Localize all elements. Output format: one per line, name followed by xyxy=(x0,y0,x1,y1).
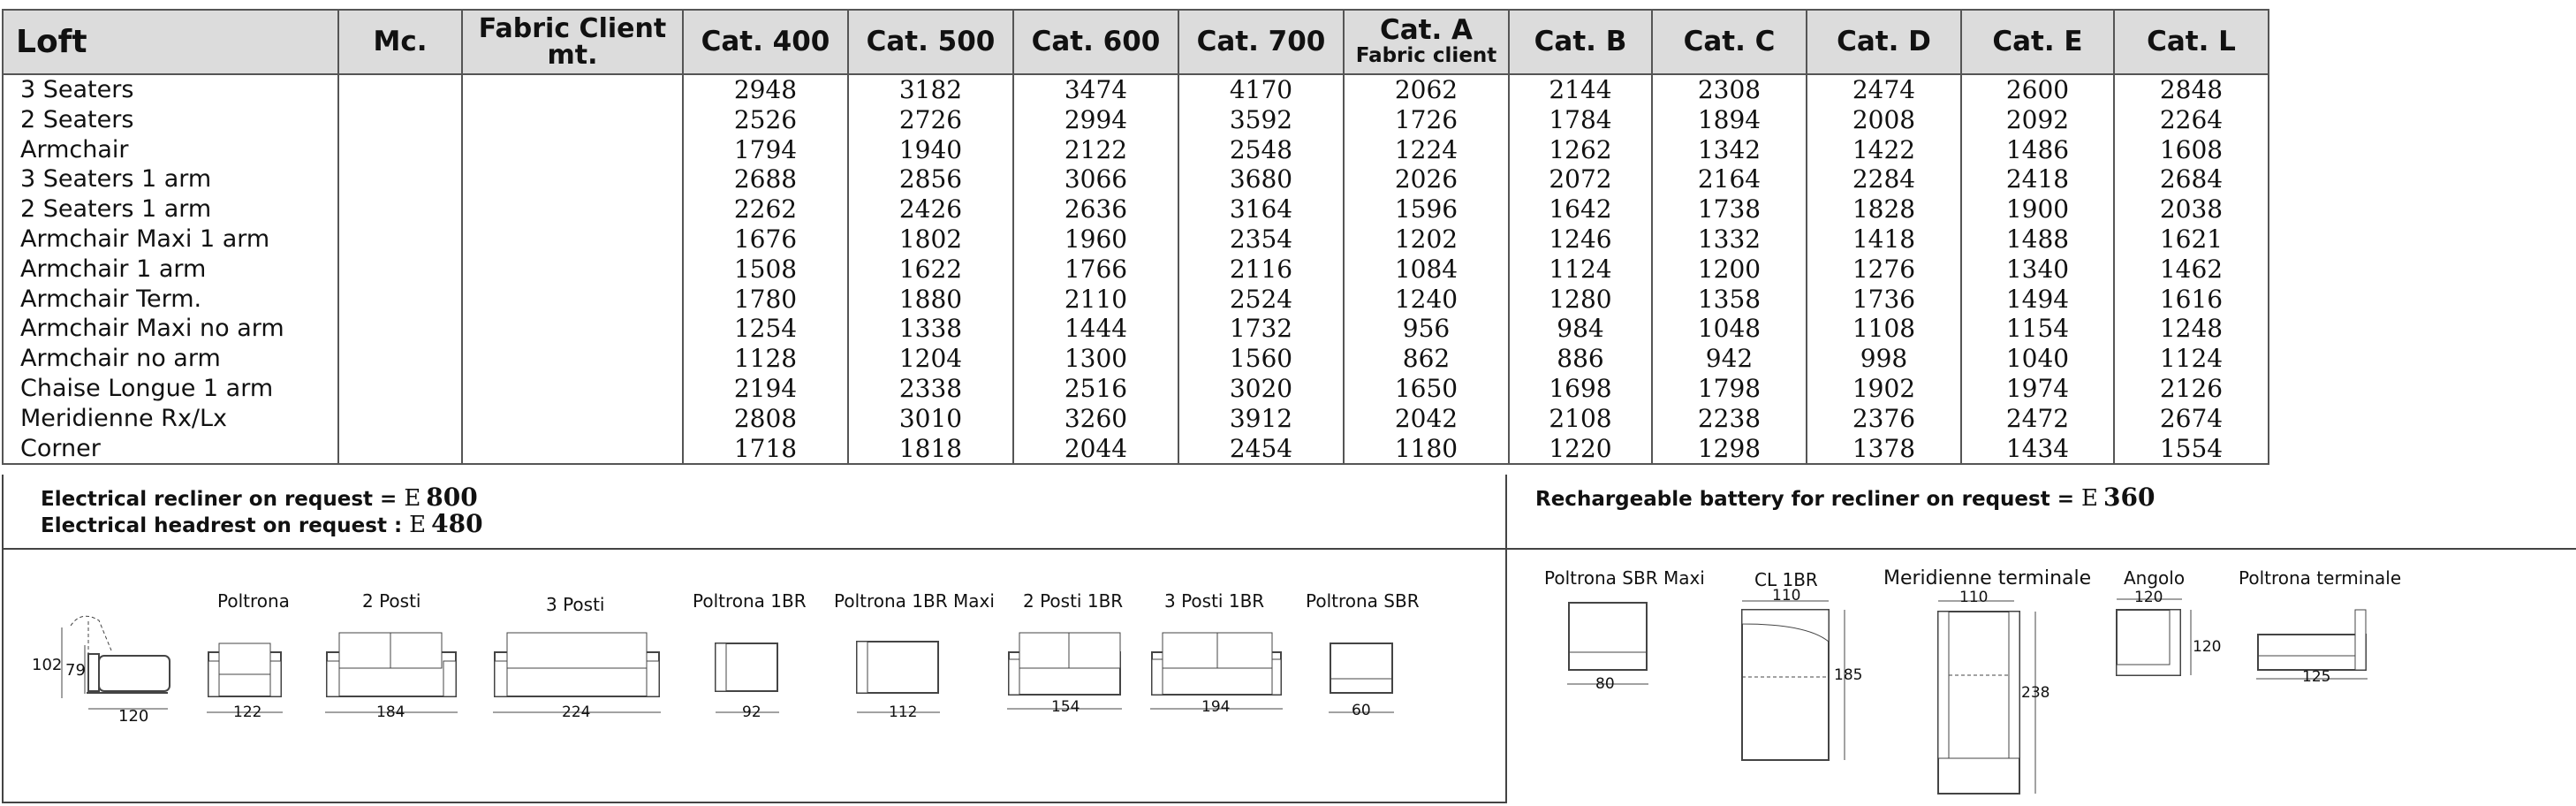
price-cell: 2426 xyxy=(848,194,1013,224)
table-row xyxy=(3,164,2269,194)
price-cell: 2072 xyxy=(1509,164,1652,194)
row-model-name: 3 Seaters xyxy=(3,74,338,105)
fabric-client-cell xyxy=(462,374,683,404)
price-cell: 1108 xyxy=(1807,314,1961,344)
price-cell: 1276 xyxy=(1807,255,1961,285)
price-cell: 1621 xyxy=(2114,224,2269,255)
price-cell: 2548 xyxy=(1178,135,1344,165)
cl-1br-label: CL 1BR xyxy=(1754,569,1818,590)
header-cat-d: Cat. D xyxy=(1807,10,1961,74)
mc-cell xyxy=(338,224,462,255)
price-cell: 2042 xyxy=(1344,404,1509,434)
fabric-client-cell xyxy=(462,164,683,194)
price-cell: 1340 xyxy=(1961,255,2114,285)
header-cat-500: Cat. 500 xyxy=(848,10,1013,74)
headrest-note xyxy=(41,509,483,538)
mc-cell xyxy=(338,404,462,434)
table-row xyxy=(3,105,2269,135)
table-row xyxy=(3,374,2269,404)
price-cell: 942 xyxy=(1652,344,1807,374)
fabric-client-cell xyxy=(462,404,683,434)
price-cell: 3182 xyxy=(848,74,1013,105)
price-cell: 1200 xyxy=(1652,255,1807,285)
price-cell: 1488 xyxy=(1961,224,2114,255)
price-cell: 1880 xyxy=(848,285,1013,315)
price-cell: 1784 xyxy=(1509,105,1652,135)
recliner-price: 800 xyxy=(426,483,478,512)
price-cell: 2472 xyxy=(1961,404,2114,434)
poltrona-1br-drawing xyxy=(693,617,790,732)
price-cell: 1622 xyxy=(848,255,1013,285)
price-cell: 1798 xyxy=(1652,374,1807,404)
price-cell: 1780 xyxy=(683,285,848,315)
price-cell: 2994 xyxy=(1013,105,1178,135)
price-cell: 2848 xyxy=(2114,74,2269,105)
table-body xyxy=(3,74,2269,464)
price-cell: 1444 xyxy=(1013,314,1178,344)
price-cell: 984 xyxy=(1509,314,1652,344)
price-cell: 3010 xyxy=(848,404,1013,434)
price-cell: 1298 xyxy=(1652,434,1807,465)
poltrona-1br-width: 92 xyxy=(742,703,761,721)
side-seat-height-dim: 79 xyxy=(65,661,86,680)
header-model: Loft xyxy=(3,10,338,74)
price-cell: 2526 xyxy=(683,105,848,135)
price-cell: 1676 xyxy=(683,224,848,255)
price-cell: 1698 xyxy=(1509,374,1652,404)
price-cell: 1462 xyxy=(2114,255,2269,285)
poltrona-sbr-maxi-width: 80 xyxy=(1595,675,1615,693)
price-cell: 1342 xyxy=(1652,135,1807,165)
header-cat-a-sub: Fabric client xyxy=(1355,44,1497,67)
poltrona-label: Poltrona xyxy=(217,590,290,612)
price-cell: 1202 xyxy=(1344,224,1509,255)
mc-cell xyxy=(338,374,462,404)
price-cell: 1358 xyxy=(1652,285,1807,315)
table-row xyxy=(3,74,2269,105)
recliner-currency: E xyxy=(404,485,421,512)
due-posti-label: 2 Posti xyxy=(362,590,421,612)
headrest-note-text: Electrical headrest on request : xyxy=(41,514,403,537)
mc-cell xyxy=(338,344,462,374)
mc-cell xyxy=(338,314,462,344)
price-cell: 1974 xyxy=(1961,374,2114,404)
row-model-name: Armchair Term. xyxy=(3,285,338,315)
price-cell: 2684 xyxy=(2114,164,2269,194)
price-cell: 998 xyxy=(1807,344,1961,374)
price-cell: 1240 xyxy=(1344,285,1509,315)
fabric-client-cell xyxy=(462,74,683,105)
price-cell: 2062 xyxy=(1344,74,1509,105)
tre-posti-width: 224 xyxy=(562,703,591,721)
price-cell: 1124 xyxy=(1509,255,1652,285)
price-cell: 3260 xyxy=(1013,404,1178,434)
header-cat-c: Cat. C xyxy=(1652,10,1807,74)
header-mc: Mc. xyxy=(338,10,462,74)
angolo-label: Angolo xyxy=(2124,567,2186,589)
price-cell: 2688 xyxy=(683,164,848,194)
row-model-name: Armchair xyxy=(3,135,338,165)
header-cat-e: Cat. E xyxy=(1961,10,2114,74)
recliner-note-text: Electrical recliner on request = xyxy=(41,488,398,511)
price-cell: 1418 xyxy=(1807,224,1961,255)
price-cell: 1718 xyxy=(683,434,848,465)
side-height-dim: 102 xyxy=(32,656,63,674)
price-cell: 1650 xyxy=(1344,374,1509,404)
price-cell: 2164 xyxy=(1652,164,1807,194)
poltrona-terminale-width: 125 xyxy=(2302,668,2331,686)
price-cell: 886 xyxy=(1509,344,1652,374)
header-cat-b: Cat. B xyxy=(1509,10,1652,74)
price-cell: 2008 xyxy=(1807,105,1961,135)
price-cell: 2516 xyxy=(1013,374,1178,404)
poltrona-1br-label: Poltrona 1BR xyxy=(693,590,807,612)
price-cell: 1434 xyxy=(1961,434,2114,465)
tre-posti-1br-width: 194 xyxy=(1201,698,1231,716)
price-cell: 2238 xyxy=(1652,404,1807,434)
cl-1br-width: 110 xyxy=(1772,587,1801,604)
price-cell: 2264 xyxy=(2114,105,2269,135)
headrest-currency: E xyxy=(409,512,427,538)
price-cell: 1254 xyxy=(683,314,848,344)
price-cell: 1040 xyxy=(1961,344,2114,374)
price-cell: 2474 xyxy=(1807,74,1961,105)
price-cell: 1494 xyxy=(1961,285,2114,315)
fabric-client-cell xyxy=(462,105,683,135)
price-cell: 2308 xyxy=(1652,74,1807,105)
table-row xyxy=(3,135,2269,165)
poltrona-terminale-label: Poltrona terminale xyxy=(2239,567,2402,589)
battery-note-text: Rechargeable battery for recliner on request = xyxy=(1535,488,2074,511)
due-posti-1br-label: 2 Posti 1BR xyxy=(1023,590,1124,612)
price-cell: 1154 xyxy=(1961,314,2114,344)
row-model-name: Meridienne Rx/Lx xyxy=(3,404,338,434)
angolo-depth: 120 xyxy=(2193,638,2222,656)
price-cell: 1378 xyxy=(1807,434,1961,465)
price-cell: 2454 xyxy=(1178,434,1344,465)
price-cell: 1960 xyxy=(1013,224,1178,255)
price-cell: 1332 xyxy=(1652,224,1807,255)
price-cell: 3592 xyxy=(1178,105,1344,135)
table-row xyxy=(3,224,2269,255)
price-cell: 1818 xyxy=(848,434,1013,465)
meridienne-drawing xyxy=(1883,594,2025,806)
price-cell: 2144 xyxy=(1509,74,1652,105)
fabric-client-cell xyxy=(462,135,683,165)
price-cell: 2092 xyxy=(1961,105,2114,135)
price-cell: 1248 xyxy=(2114,314,2269,344)
recliner-note xyxy=(41,483,478,512)
mc-cell xyxy=(338,74,462,105)
fabric-client-cell xyxy=(462,344,683,374)
price-cell: 1736 xyxy=(1807,285,1961,315)
header-cat-700: Cat. 700 xyxy=(1178,10,1344,74)
notes-bottom-rule-left xyxy=(2,548,1507,550)
notes-bottom-rule-right xyxy=(1505,548,2576,550)
row-model-name: Armchair Maxi 1 arm xyxy=(3,224,338,255)
price-cell: 1422 xyxy=(1807,135,1961,165)
price-cell: 2044 xyxy=(1013,434,1178,465)
price-cell: 1300 xyxy=(1013,344,1178,374)
fabric-client-cell xyxy=(462,314,683,344)
price-cell: 2110 xyxy=(1013,285,1178,315)
price-cell: 1596 xyxy=(1344,194,1509,224)
row-model-name: Chaise Longue 1 arm xyxy=(3,374,338,404)
meridienne-label: Meridienne terminale xyxy=(1883,567,2092,589)
mc-cell xyxy=(338,135,462,165)
left-box-bottom xyxy=(2,802,1507,803)
row-model-name: Armchair no arm xyxy=(3,344,338,374)
price-cell: 1338 xyxy=(848,314,1013,344)
price-cell: 1616 xyxy=(2114,285,2269,315)
tre-posti-1br-label: 3 Posti 1BR xyxy=(1164,590,1265,612)
poltrona-sbr-width: 60 xyxy=(1352,702,1371,719)
price-cell: 3474 xyxy=(1013,74,1178,105)
price-cell: 2726 xyxy=(848,105,1013,135)
price-cell: 2524 xyxy=(1178,285,1344,315)
fabric-client-cell xyxy=(462,224,683,255)
price-cell: 1508 xyxy=(683,255,848,285)
table-row xyxy=(3,194,2269,224)
price-cell: 1766 xyxy=(1013,255,1178,285)
price-cell: 3020 xyxy=(1178,374,1344,404)
price-cell: 2026 xyxy=(1344,164,1509,194)
battery-note xyxy=(1535,483,2155,512)
mc-cell xyxy=(338,255,462,285)
price-cell: 2338 xyxy=(848,374,1013,404)
price-cell: 1802 xyxy=(848,224,1013,255)
fabric-client-cell xyxy=(462,285,683,315)
price-cell: 4170 xyxy=(1178,74,1344,105)
price-cell: 2948 xyxy=(683,74,848,105)
fabric-client-cell xyxy=(462,255,683,285)
header-cat-600: Cat. 600 xyxy=(1013,10,1178,74)
price-cell: 1738 xyxy=(1652,194,1807,224)
tre-posti-label: 3 Posti xyxy=(546,594,605,615)
due-posti-1br-width: 154 xyxy=(1051,698,1080,716)
table-row xyxy=(3,404,2269,434)
meridienne-depth: 238 xyxy=(2021,684,2050,702)
price-cell: 1246 xyxy=(1509,224,1652,255)
price-cell: 2038 xyxy=(2114,194,2269,224)
price-cell: 2194 xyxy=(683,374,848,404)
notes-divider-vertical xyxy=(1505,475,1507,803)
poltrona-sbr-maxi-label: Poltrona SBR Maxi xyxy=(1544,567,1705,589)
fabric-client-cell xyxy=(462,434,683,465)
table-row xyxy=(3,344,2269,374)
price-cell: 2418 xyxy=(1961,164,2114,194)
price-cell: 2262 xyxy=(683,194,848,224)
poltrona-1br-maxi-width: 112 xyxy=(889,703,918,721)
header-cat-l: Cat. L xyxy=(2114,10,2269,74)
price-cell: 1940 xyxy=(848,135,1013,165)
row-model-name: Armchair Maxi no arm xyxy=(3,314,338,344)
price-cell: 1048 xyxy=(1652,314,1807,344)
mc-cell xyxy=(338,194,462,224)
price-cell: 1902 xyxy=(1807,374,1961,404)
headrest-price: 480 xyxy=(431,509,483,538)
price-cell: 2376 xyxy=(1807,404,1961,434)
price-cell: 1828 xyxy=(1807,194,1961,224)
price-cell: 1486 xyxy=(1961,135,2114,165)
price-cell: 1262 xyxy=(1509,135,1652,165)
price-cell: 1220 xyxy=(1509,434,1652,465)
price-cell: 3680 xyxy=(1178,164,1344,194)
poltrona-sbr-label: Poltrona SBR xyxy=(1306,590,1420,612)
price-cell: 2856 xyxy=(848,164,1013,194)
table-header xyxy=(3,10,2269,74)
price-cell: 1124 xyxy=(2114,344,2269,374)
price-cell: 1204 xyxy=(848,344,1013,374)
poltrona-width: 122 xyxy=(233,703,262,721)
price-cell: 2122 xyxy=(1013,135,1178,165)
header-cat-400: Cat. 400 xyxy=(683,10,848,74)
table-row xyxy=(3,434,2269,465)
price-cell: 2674 xyxy=(2114,404,2269,434)
price-cell: 1900 xyxy=(1961,194,2114,224)
price-cell: 2126 xyxy=(2114,374,2269,404)
price-cell: 1180 xyxy=(1344,434,1509,465)
side-view-diagram xyxy=(27,610,186,728)
price-cell: 1794 xyxy=(683,135,848,165)
price-cell: 2636 xyxy=(1013,194,1178,224)
row-model-name: 2 Seaters 1 arm xyxy=(3,194,338,224)
price-cell: 1642 xyxy=(1509,194,1652,224)
battery-price: 360 xyxy=(2102,483,2156,512)
mc-cell xyxy=(338,164,462,194)
price-cell: 2108 xyxy=(1509,404,1652,434)
price-cell: 2808 xyxy=(683,404,848,434)
table-row xyxy=(3,285,2269,315)
price-cell: 2600 xyxy=(1961,74,2114,105)
price-table xyxy=(2,9,2269,465)
poltrona-1br-maxi-label: Poltrona 1BR Maxi xyxy=(834,590,995,612)
row-model-name: Armchair 1 arm xyxy=(3,255,338,285)
price-cell: 2284 xyxy=(1807,164,1961,194)
mc-cell xyxy=(338,285,462,315)
price-cell: 1554 xyxy=(2114,434,2269,465)
price-cell: 1732 xyxy=(1178,314,1344,344)
side-depth-dim: 120 xyxy=(118,707,149,726)
due-posti-width: 184 xyxy=(376,703,405,721)
price-cell: 3066 xyxy=(1013,164,1178,194)
fabric-client-cell xyxy=(462,194,683,224)
angolo-width: 120 xyxy=(2134,589,2163,606)
battery-currency: E xyxy=(2081,485,2098,512)
price-cell: 1280 xyxy=(1509,285,1652,315)
price-cell: 1894 xyxy=(1652,105,1807,135)
price-cell: 2116 xyxy=(1178,255,1344,285)
left-box-edge xyxy=(2,475,4,803)
row-model-name: 3 Seaters 1 arm xyxy=(3,164,338,194)
price-cell: 1224 xyxy=(1344,135,1509,165)
price-cell: 1726 xyxy=(1344,105,1509,135)
meridienne-width: 110 xyxy=(1959,589,1989,606)
price-cell: 956 xyxy=(1344,314,1509,344)
cl-1br-depth: 185 xyxy=(1834,666,1863,684)
table-row xyxy=(3,314,2269,344)
price-cell: 1560 xyxy=(1178,344,1344,374)
row-model-name: 2 Seaters xyxy=(3,105,338,135)
header-fabric-client: Fabric Client mt. xyxy=(462,10,683,74)
header-cat-a-label: Cat. A xyxy=(1379,14,1474,46)
price-cell: 2354 xyxy=(1178,224,1344,255)
table-row xyxy=(3,255,2269,285)
price-cell: 1608 xyxy=(2114,135,2269,165)
row-model-name: Corner xyxy=(3,434,338,465)
price-cell: 1128 xyxy=(683,344,848,374)
header-cat-a xyxy=(1344,10,1509,74)
price-cell: 3912 xyxy=(1178,404,1344,434)
mc-cell xyxy=(338,434,462,465)
price-cell: 1084 xyxy=(1344,255,1509,285)
mc-cell xyxy=(338,105,462,135)
price-cell: 862 xyxy=(1344,344,1509,374)
price-cell: 3164 xyxy=(1178,194,1344,224)
